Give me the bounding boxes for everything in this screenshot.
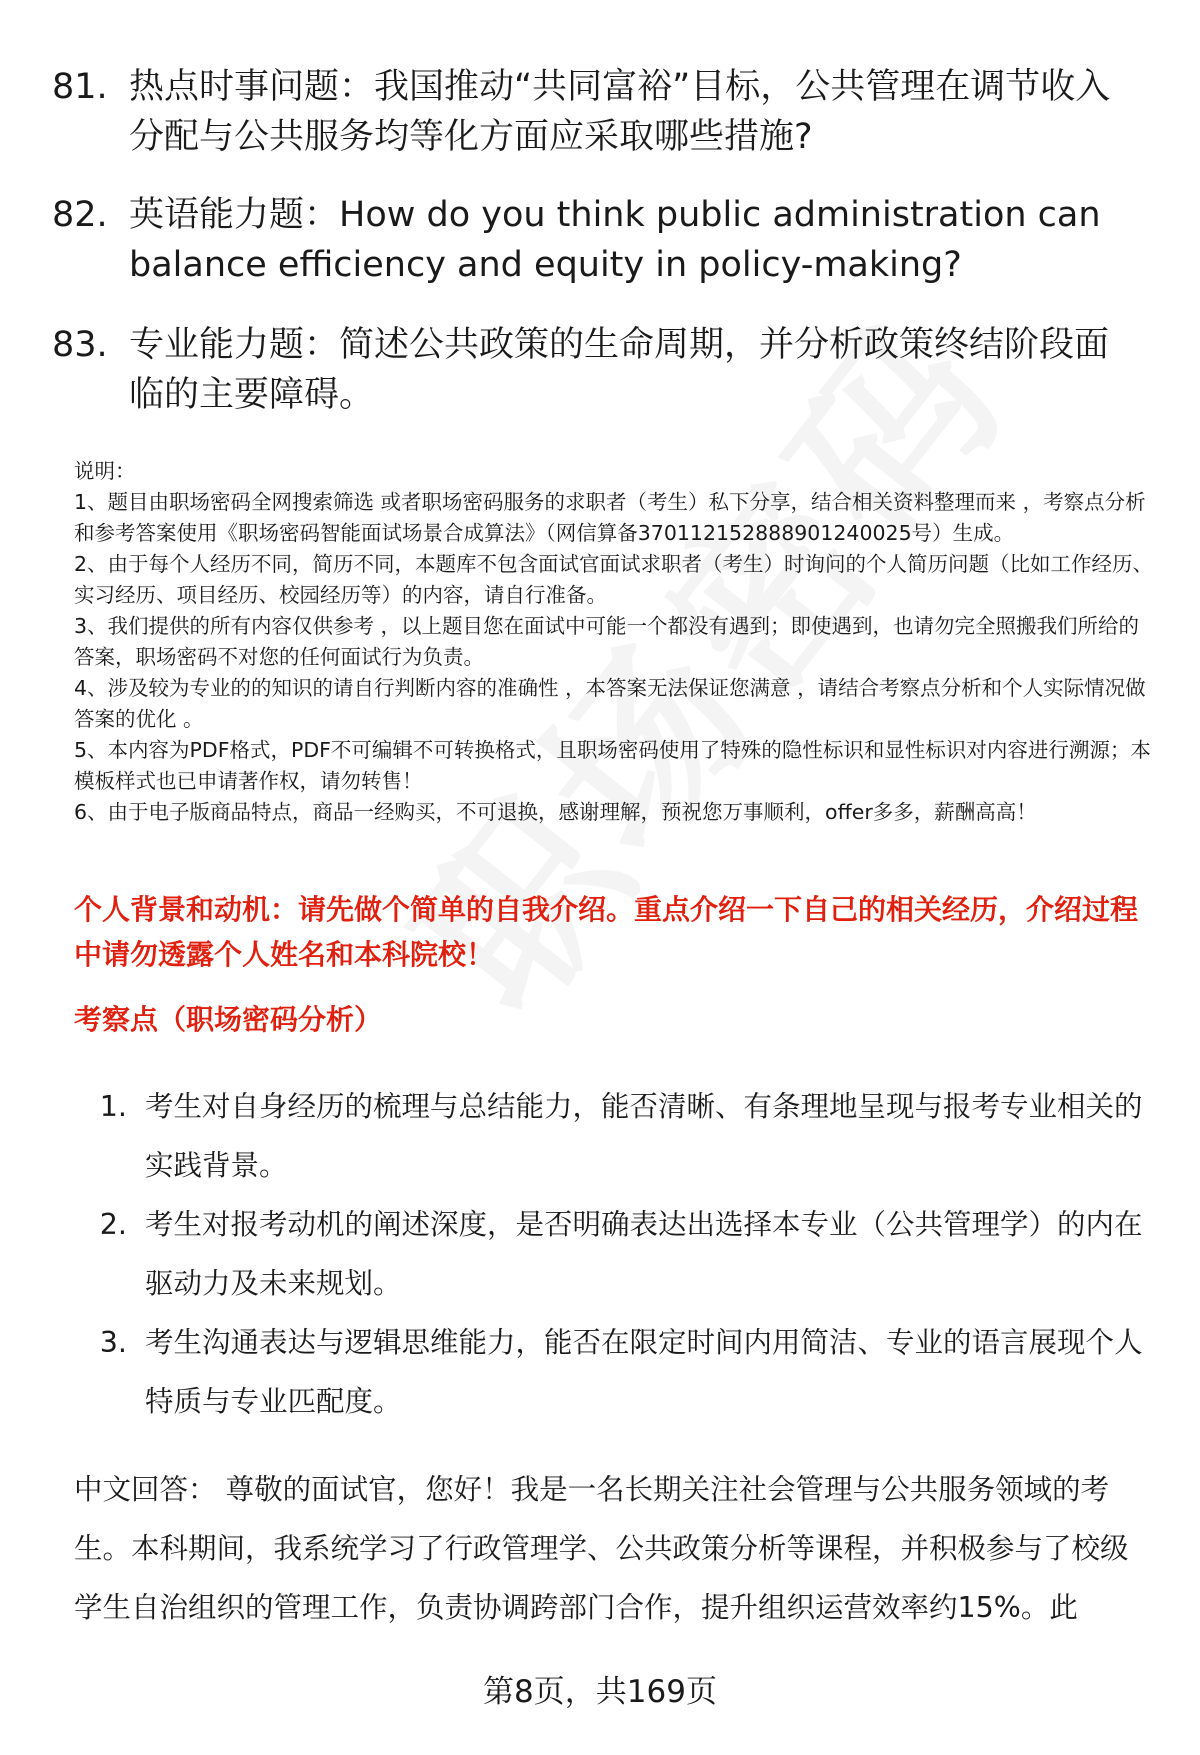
analysis-title: 考察点（职场密码分析） [74, 1003, 383, 1036]
analysis-point [74, 1195, 1154, 1313]
question-number: 82. [52, 195, 108, 235]
point-number: 1. [99, 1090, 127, 1123]
note-item: 6、由于电子版商品特点，商品一经购买，不可退换，感谢理解，预祝您万事顺利，offer多多，薪酬高高！ [74, 800, 1037, 824]
question-81 [52, 62, 1142, 162]
question-number: 83. [52, 325, 108, 365]
page-footer: 第8页，共169页 [483, 1674, 717, 1710]
note-item: 5、本内容为PDF格式，PDF不可编辑不可转换格式，且职场密码使用了特殊的隐性标识和显性标识对内容进行溯源；本模板样式也已申请著作权，请勿转售！ [74, 738, 1151, 793]
note-item: 2、由于每个人经历不同，简历不同，本题库不包含面试官面试求职者（考生）时询问的个人简历问题（比如工作经历、实习经历、项目经历、校园经历等）的内容，请自行准备。 [74, 552, 1154, 607]
note-item: 3、我们提供的所有内容仅供参考 ，以上题目您在面试中可能一个都没有遇到；即使遇到，也请勿完全照搬我们所给的答案，职场密码不对您的任何面试行为负责。 [74, 614, 1140, 669]
question-82 [52, 190, 1142, 290]
answer-paragraph [74, 1460, 1154, 1637]
question-number: 81. [52, 67, 108, 107]
notes-title: 说明： [74, 459, 136, 483]
background-question: 个人背景和动机：请先做个简单的自我介绍。重点介绍一下自己的相关经历，介绍过程中请勿透露个人姓名和本科院校！ [74, 893, 1139, 971]
analysis-point [74, 1313, 1154, 1431]
question-text: 热点时事问题：我国推动“共同富裕”目标，公共管理在调节收入分配与公共服务均等化方面应采取哪些措施? [129, 67, 1111, 157]
point-number: 2. [99, 1208, 127, 1241]
point-text: 考生对报考动机的阐述深度，是否明确表达出选择本专业（公共管理学）的内在驱动力及未来规划。 [145, 1208, 1143, 1300]
analysis-point [74, 1077, 1154, 1195]
note-item: 1、题目由职场密码全网搜索筛选 或者职场密码服务的求职者（考生）私下分享，结合相关资料整理而来 ，考察点分析和参考答案使用《职场密码智能面试场景合成算法》（网信算备370112152888901240025号）生成。 [74, 490, 1146, 545]
question-text: 专业能力题：简述公共政策的生命周期，并分析政策终结阶段面临的主要障碍。 [129, 325, 1110, 415]
point-number: 3. [99, 1326, 127, 1359]
note-item: 4、涉及较为专业的的知识的请自行判断内容的准确性 ，本答案无法保证您满意 ，请结合考察点分析和个人实际情况做答案的优化 。 [74, 676, 1146, 731]
point-text: 考生沟通表达与逻辑思维能力，能否在限定时间内用简洁、专业的语言展现个人特质与专业匹配度。 [145, 1326, 1143, 1418]
analysis-points [74, 1077, 1154, 1431]
answer-label: 中文回答： [74, 1473, 217, 1506]
point-text: 考生对自身经历的梳理与总结能力，能否清晰、有条理地呈现与报考专业相关的实践背景。 [145, 1090, 1143, 1182]
question-83 [52, 320, 1142, 420]
question-text: 英语能力题：How do you think public administration can balance efficiency and equity in policy-making? [129, 195, 1101, 285]
answer-text: 尊敬的面试官，您好！我是一名长期关注社会管理与公共服务领域的考生。本科期间，我系统学习了行政管理学、公共政策分析等课程，并积极参与了校级学生自治组织的管理工作，负责协调跨部门合作，提升组织运营效率约15%。此 [74, 1473, 1129, 1624]
notes-section [74, 456, 1154, 828]
